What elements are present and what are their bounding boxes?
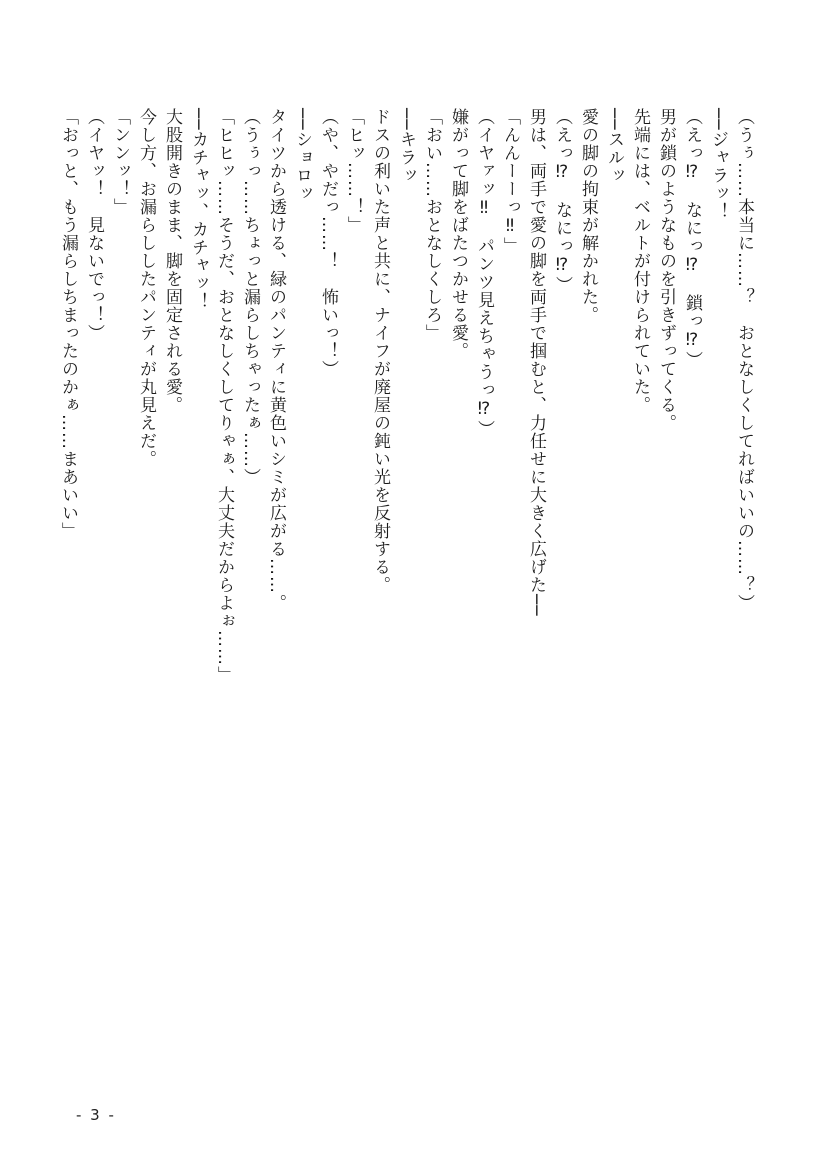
text-line: 「んんーーっ‼」: [500, 108, 520, 255]
vertical-text-body: [58, 108, 757, 684]
page-number: - 3 -: [76, 1106, 116, 1124]
text-line: 「おい……おとなしくしろ」: [422, 108, 442, 342]
text-line: 愛の脚の拘束が解かれた。: [578, 108, 598, 324]
text-line: 嫌がって脚をばたつかせる愛。: [448, 108, 468, 360]
text-line: 先端には、ベルトが付けられていた。: [630, 108, 650, 414]
text-line: 男は、両手で愛の脚を両手で掴むと、力任せに大きく広げた──: [526, 108, 546, 617]
text-line: （えっ⁉ なにっ⁉ 鎖っ⁉）: [682, 108, 702, 369]
text-line: （うぅっ……ちょっと漏らしちゃったぁ……）: [240, 108, 260, 486]
text-line: ドスの利いた声と共に、ナイフが廃屋の鈍い光を反射する。: [370, 108, 390, 594]
text-line: タイツから透ける、緑のパンティに黄色いシミが広がる……。: [266, 108, 286, 612]
text-line: ──スルッ: [604, 108, 624, 185]
text-line: 今し方、お漏らししたパンティが丸見えだ。: [136, 108, 156, 468]
text-line: （や、やだっ……！ 怖いっ！）: [318, 108, 338, 378]
text-line: 「おっと、もう漏らしちまったのかぁ……まあいい」: [58, 108, 78, 540]
text-line: 男が鎖のようなものを引きずってくる。: [656, 108, 676, 432]
text-line: 「ンンッ！」: [110, 108, 130, 216]
text-line: （イヤァッ‼ パンツ見えちゃうっ⁉）: [474, 108, 494, 438]
text-line: （イヤッ！ 見ないでっ！）: [84, 108, 104, 342]
text-line: ──ショロッ: [292, 108, 312, 203]
text-line: 「ヒヒッ……そうだ、おとなしくしてりゃぁ、大丈夫だからよぉ……」: [214, 108, 234, 684]
text-line: （うぅ……本当に……？ おとなしくしてればいいの……？）: [734, 108, 754, 612]
text-line: ──ジャラッ！: [708, 108, 728, 221]
text-line: ──カチャッ、カチャッ！: [188, 108, 208, 311]
text-line: 「ヒッ……！」: [344, 108, 364, 234]
text-line: （えっ⁉ なにっ⁉）: [552, 108, 572, 294]
text-line: 大股開きのまま、脚を固定される愛。: [162, 108, 182, 414]
text-line: ──キラッ: [396, 108, 416, 185]
